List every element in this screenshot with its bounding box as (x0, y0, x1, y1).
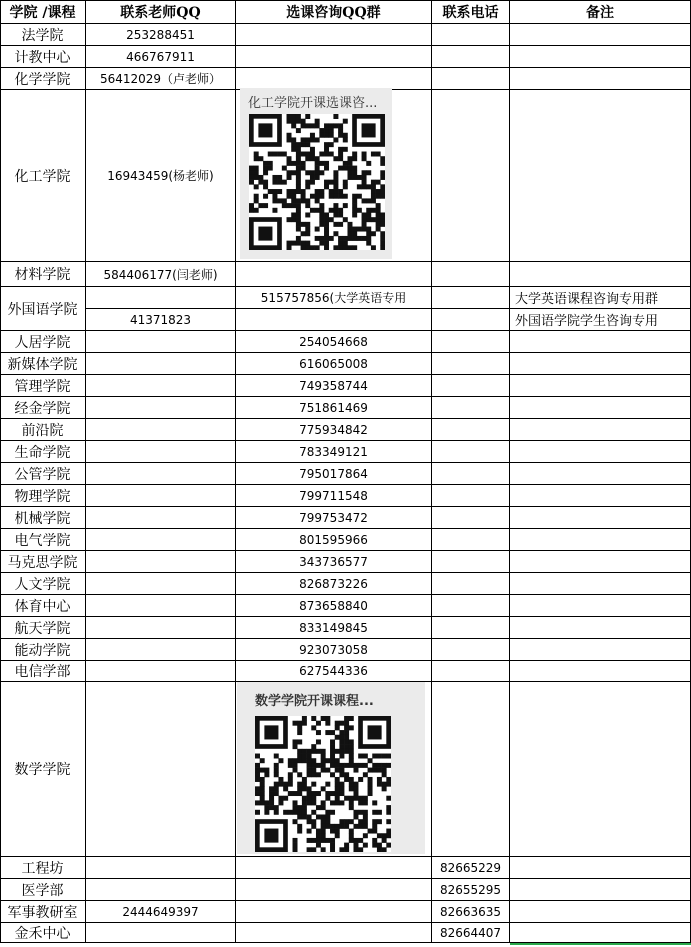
teacher-qq-cell[interactable] (86, 287, 236, 309)
group-qq-cell[interactable]: 254054668 (236, 331, 432, 353)
group-qq-cell[interactable]: 799711548 (236, 485, 432, 507)
teacher-qq-cell[interactable]: 2444649397 (86, 901, 236, 923)
college-cell[interactable]: 管理学院 (0, 375, 86, 397)
group-qq-cell[interactable] (236, 262, 432, 287)
qr-code-icon (249, 114, 385, 250)
college-cell[interactable]: 机械学院 (0, 507, 86, 529)
college-cell[interactable]: 人居学院 (0, 331, 86, 353)
college-cell[interactable]: 经金学院 (0, 397, 86, 419)
note-cell[interactable] (510, 573, 691, 595)
group-qq-cell[interactable]: 627544336 (236, 661, 432, 682)
note-cell[interactable] (510, 901, 691, 923)
group-qq-cell[interactable]: 749358744 (236, 375, 432, 397)
note-cell[interactable] (510, 419, 691, 441)
phone-cell[interactable] (432, 639, 510, 661)
phone-cell[interactable] (432, 397, 510, 419)
note-cell[interactable] (510, 485, 691, 507)
qr-card-title: 化工学院开课选课咨... (248, 96, 378, 111)
group-qq-cell[interactable]: 515757856(大学英语专用 (236, 287, 432, 309)
header-phone[interactable]: 联系电话 (432, 0, 510, 24)
phone-cell[interactable] (432, 485, 510, 507)
note-cell[interactable] (510, 463, 691, 485)
college-cell[interactable]: 电信学部 (0, 661, 86, 682)
phone-cell[interactable] (432, 595, 510, 617)
group-qq-cell[interactable]: 873658840 (236, 595, 432, 617)
note-cell[interactable]: 外国语学院学生咨询专用 (510, 309, 691, 331)
note-cell[interactable] (510, 46, 691, 68)
phone-cell[interactable] (432, 661, 510, 682)
qr-card-chemical-engineering (240, 88, 392, 259)
phone-cell[interactable]: 82664407 (432, 923, 510, 943)
phone-cell[interactable] (432, 375, 510, 397)
teacher-qq-cell[interactable] (86, 595, 236, 617)
teacher-qq-cell[interactable]: 56412029（卢老师） (86, 68, 236, 90)
teacher-qq-cell[interactable] (86, 375, 236, 397)
college-cell[interactable]: 生命学院 (0, 441, 86, 463)
college-cell[interactable]: 材料学院 (0, 262, 86, 287)
note-cell[interactable] (510, 639, 691, 661)
phone-cell[interactable]: 82655295 (432, 879, 510, 901)
group-qq-cell[interactable] (236, 857, 432, 879)
college-cell[interactable]: 人文学院 (0, 573, 86, 595)
group-qq-cell[interactable]: 801595966 (236, 529, 432, 551)
phone-cell[interactable] (432, 24, 510, 46)
header-teacher-qq[interactable]: 联系老师QQ (86, 0, 236, 24)
teacher-qq-cell[interactable] (86, 397, 236, 419)
teacher-qq-cell[interactable]: 41371823 (86, 309, 236, 331)
college-cell[interactable]: 公管学院 (0, 463, 86, 485)
group-qq-cell[interactable]: 923073058 (236, 639, 432, 661)
header-group-qq[interactable]: 选课咨询QQ群 (236, 0, 432, 24)
phone-cell[interactable] (432, 46, 510, 68)
college-cell[interactable]: 电气学院 (0, 529, 86, 551)
note-cell[interactable] (510, 507, 691, 529)
qr-card-title: 数学学院开课课程... (255, 694, 374, 709)
teacher-qq-cell[interactable] (86, 551, 236, 573)
note-cell[interactable] (510, 923, 691, 943)
note-cell[interactable] (510, 879, 691, 901)
group-qq-cell[interactable]: 616065008 (236, 353, 432, 375)
phone-cell[interactable] (432, 419, 510, 441)
college-cell[interactable]: 计教中心 (0, 46, 86, 68)
group-qq-cell[interactable]: 826873226 (236, 573, 432, 595)
phone-cell[interactable] (432, 463, 510, 485)
college-cell[interactable]: 物理学院 (0, 485, 86, 507)
teacher-qq-cell[interactable]: 466767911 (86, 46, 236, 68)
group-qq-cell[interactable] (236, 24, 432, 46)
group-qq-cell[interactable]: 799753472 (236, 507, 432, 529)
group-qq-cell[interactable] (236, 901, 432, 923)
college-cell[interactable]: 能动学院 (0, 639, 86, 661)
college-cell[interactable]: 外国语学院 (0, 287, 86, 331)
note-cell[interactable] (510, 375, 691, 397)
note-cell[interactable] (510, 262, 691, 287)
teacher-qq-cell[interactable] (86, 507, 236, 529)
teacher-qq-cell[interactable] (86, 573, 236, 595)
teacher-qq-cell[interactable]: 584406177(闫老师) (86, 262, 236, 287)
group-qq-cell[interactable]: 833149845 (236, 617, 432, 639)
phone-cell[interactable] (432, 287, 510, 309)
group-qq-cell[interactable] (236, 68, 432, 90)
note-cell[interactable] (510, 595, 691, 617)
teacher-qq-cell[interactable] (86, 485, 236, 507)
note-cell[interactable] (510, 529, 691, 551)
note-cell[interactable] (510, 441, 691, 463)
phone-cell[interactable]: 82663635 (432, 901, 510, 923)
teacher-qq-cell[interactable] (86, 353, 236, 375)
phone-cell[interactable] (432, 90, 510, 262)
phone-cell[interactable] (432, 529, 510, 551)
note-cell[interactable] (510, 68, 691, 90)
college-cell[interactable]: 军事教研室 (0, 901, 86, 923)
note-cell[interactable] (510, 682, 691, 857)
teacher-qq-cell[interactable]: 253288451 (86, 24, 236, 46)
note-cell[interactable] (510, 661, 691, 682)
group-qq-cell[interactable]: 775934842 (236, 419, 432, 441)
note-cell[interactable] (510, 397, 691, 419)
phone-cell[interactable] (432, 353, 510, 375)
phone-cell[interactable]: 82665229 (432, 857, 510, 879)
college-cell[interactable]: 医学部 (0, 879, 86, 901)
phone-cell[interactable] (432, 682, 510, 857)
note-cell[interactable] (510, 551, 691, 573)
phone-cell[interactable] (432, 331, 510, 353)
teacher-qq-cell[interactable] (86, 419, 236, 441)
college-cell[interactable]: 工程坊 (0, 857, 86, 879)
header-college[interactable]: 学院 /课程 (0, 0, 86, 24)
teacher-qq-cell[interactable] (86, 529, 236, 551)
teacher-qq-cell[interactable] (86, 857, 236, 879)
college-cell[interactable]: 体育中心 (0, 595, 86, 617)
note-cell[interactable] (510, 331, 691, 353)
note-cell[interactable] (510, 24, 691, 46)
group-qq-cell[interactable]: 783349121 (236, 441, 432, 463)
teacher-qq-cell[interactable] (86, 923, 236, 943)
teacher-qq-cell[interactable] (86, 661, 236, 682)
college-cell[interactable]: 法学院 (0, 24, 86, 46)
phone-cell[interactable] (432, 68, 510, 90)
note-cell[interactable] (510, 857, 691, 879)
phone-cell[interactable] (432, 617, 510, 639)
teacher-qq-cell[interactable] (86, 331, 236, 353)
teacher-qq-cell[interactable] (86, 617, 236, 639)
group-qq-cell[interactable]: 343736577 (236, 551, 432, 573)
college-cell[interactable]: 新媒体学院 (0, 353, 86, 375)
teacher-qq-cell[interactable] (86, 879, 236, 901)
college-cell[interactable]: 前沿院 (0, 419, 86, 441)
note-cell[interactable] (510, 617, 691, 639)
phone-cell[interactable] (432, 262, 510, 287)
qr-code-icon (255, 716, 391, 852)
teacher-qq-cell[interactable] (86, 463, 236, 485)
group-qq-cell[interactable]: 795017864 (236, 463, 432, 485)
teacher-qq-cell[interactable] (86, 682, 236, 857)
group-qq-cell[interactable] (236, 923, 432, 943)
college-cell[interactable]: 数学学院 (0, 682, 86, 857)
group-qq-cell[interactable] (236, 879, 432, 901)
header-note[interactable]: 备注 (510, 0, 691, 24)
college-cell[interactable]: 化工学院 (0, 90, 86, 262)
college-cell[interactable]: 化学学院 (0, 68, 86, 90)
phone-cell[interactable] (432, 309, 510, 331)
qr-card-mathematics (237, 682, 425, 854)
group-qq-cell[interactable] (236, 309, 432, 331)
teacher-qq-cell[interactable] (86, 639, 236, 661)
phone-cell[interactable] (432, 441, 510, 463)
teacher-qq-cell[interactable] (86, 441, 236, 463)
college-cell[interactable]: 航天学院 (0, 617, 86, 639)
note-cell[interactable] (510, 90, 691, 262)
phone-cell[interactable] (432, 507, 510, 529)
teacher-qq-cell[interactable]: 16943459(杨老师) (86, 90, 236, 262)
group-qq-cell[interactable]: 751861469 (236, 397, 432, 419)
group-qq-cell[interactable] (236, 46, 432, 68)
college-cell[interactable]: 金禾中心 (0, 923, 86, 943)
college-cell[interactable]: 马克思学院 (0, 551, 86, 573)
selection-indicator (510, 943, 691, 945)
phone-cell[interactable] (432, 573, 510, 595)
phone-cell[interactable] (432, 551, 510, 573)
note-cell[interactable]: 大学英语课程咨询专用群 (510, 287, 691, 309)
note-cell[interactable] (510, 353, 691, 375)
